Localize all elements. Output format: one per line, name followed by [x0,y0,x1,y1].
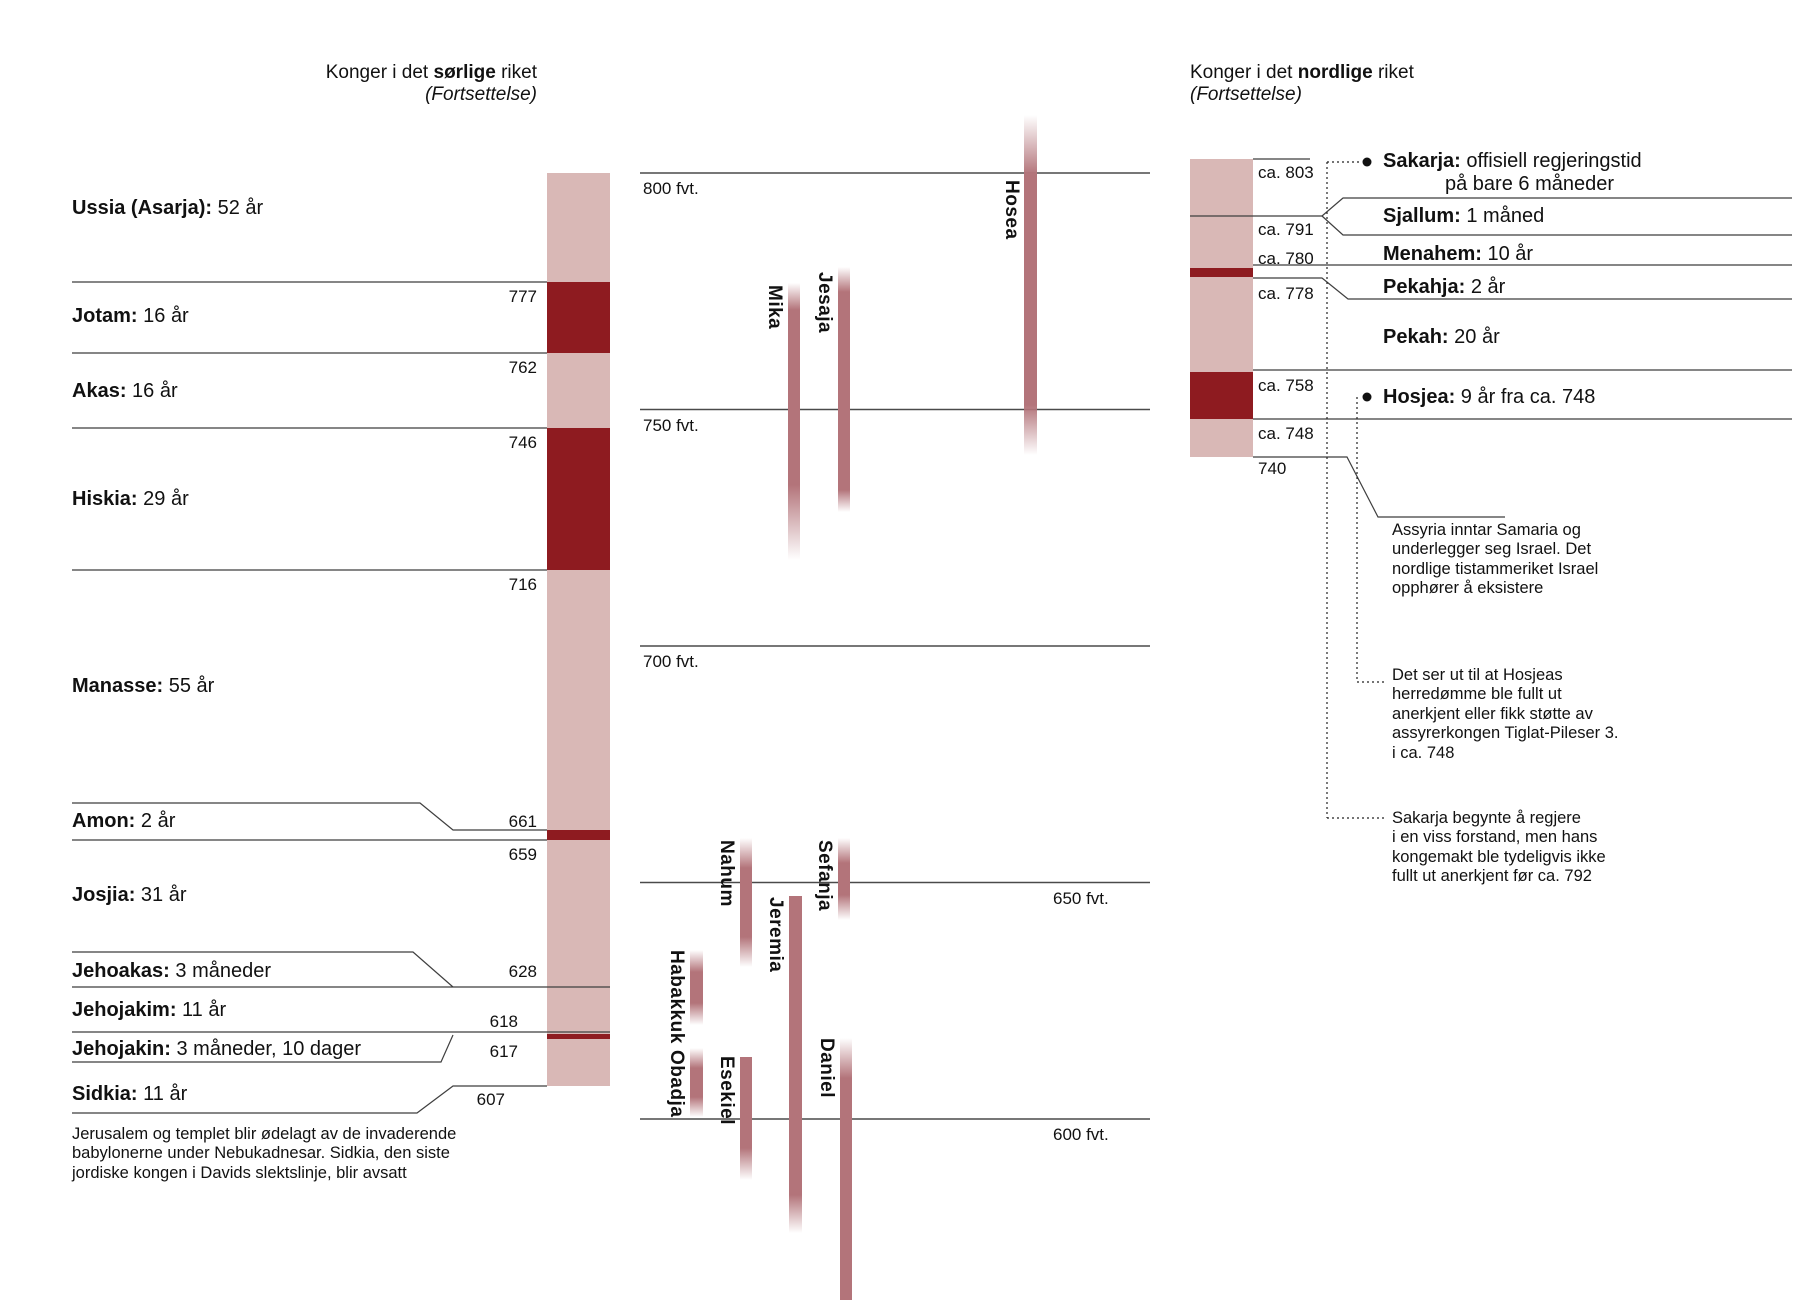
south-bar-segment [547,1039,610,1086]
north-year-label: ca. 803 [1258,163,1314,182]
prophet-bar-sefanja [838,838,850,920]
south-bar-segment [547,830,610,839]
south-king-label [72,380,178,403]
north-year-label: ca. 791 [1258,220,1314,239]
north-king-label [1383,150,1642,173]
king-name: Jehoakas: [72,960,170,982]
prophet-label-obadja: Obadja [666,1050,687,1118]
south-year-label: 618 [489,1012,518,1031]
king-reign-length: 1 måned [1460,205,1545,227]
prophet-label-jeremia: Jeremia [765,897,786,973]
axis-label-700: 700 fvt. [643,652,699,671]
north-king-label-line2: på bare 6 måneder [1445,173,1615,195]
south-king-label [72,305,189,328]
prophet-bar-hosea [1024,115,1037,455]
king-name: Jehojakin: [72,1038,171,1060]
north-title-line2: (Fortsettelse) [1190,84,1302,105]
south-king-label [72,960,271,983]
north-bar-segment [1190,216,1253,268]
king-reign-length: 55 år [163,675,215,697]
south-year-label: 659 [508,845,537,864]
king-reign-length: 52 år [212,197,264,219]
axis-label-800: 800 fvt. [643,179,699,198]
south-year-label: 628 [508,962,537,981]
prophet-bar-jesaja [838,267,850,512]
king-reign-length: 3 måneder [169,960,272,982]
south-bar-segment [547,570,610,830]
hosjea-note [1392,666,1619,763]
king-name: Sakarja: [1383,150,1461,172]
south-king-label [72,884,187,907]
king-name: Josjia: [72,884,136,906]
north-tick-line [1253,457,1505,517]
bullet-marker [1363,158,1372,167]
note-line: i ca. 748 [1392,743,1455,762]
king-reign-length: 11 år [137,1083,188,1105]
south-year-label: 661 [508,812,537,831]
north-king-label [1383,205,1544,228]
note-line: Jerusalem og templet blir ødelagt av de invaderende [72,1125,457,1143]
south-king-label [72,675,214,698]
king-reign-length: 16 år [126,380,178,402]
south-king-label [72,810,175,833]
north-bar-segment [1190,159,1253,216]
note-line: jordiske kongen i Davids slektslinje, blir avsatt [72,1163,407,1182]
king-name: Pekah: [1383,326,1449,348]
note-line: anerkjent eller fikk støtte av [1392,704,1593,723]
prophet-label-sefanja: Sefanja [814,840,835,912]
king-reign-length: 10 år [1481,243,1534,265]
axis-label-750: 750 fvt. [643,415,699,435]
note-line: i en viss forstand, men hans [1392,828,1598,847]
note-line: assyrerkongen Tiglat-Pileser 3. [1392,724,1619,743]
king-name: Pekahja: [1383,276,1466,298]
king-reign-length: 29 år [137,488,189,510]
note-line: Assyria inntar Samaria og [1392,521,1581,539]
king-name: Sjallum: [1383,205,1461,227]
king-name: Jehojakim: [72,999,177,1021]
prophet-label-mika: Mika [764,285,785,330]
assyria-note [1392,521,1598,599]
axis-label-650: 650 fvt. [1053,888,1109,908]
prophet-label-jesaja: Jesaja [814,272,835,334]
note-line: Det ser ut til at Hosjeas [1392,666,1563,684]
prophet-label-nahum: Nahum [716,840,737,907]
prophet-bar-nahum [740,838,752,967]
south-king-label [72,488,189,511]
south-bar-segment [547,840,610,1034]
king-name: Menahem: [1383,243,1482,265]
note-line: Sakarja begynte å regjere [1392,809,1581,827]
north-year-label: ca. 748 [1258,424,1314,443]
south-year-label: 716 [508,575,537,594]
note-line: babylonerne under Nebukadnesar. Sidkia, den siste [72,1144,450,1163]
prophet-bar-jeremia [789,896,802,1233]
king-reign-length: offisiell regjeringstid [1460,150,1642,172]
note-line: kongemakt ble tydeligvis ikke [1392,847,1606,866]
north-tick-line [1253,278,1792,299]
north-year-label: ca. 780 [1258,249,1314,268]
prophet-bar-habakkuk [690,950,703,1025]
south-year-label: 746 [508,433,537,452]
south-year-label: 777 [508,287,537,306]
north-king-label [1383,276,1505,299]
south-bar-segment [547,282,610,353]
north-bar-segment [1190,419,1253,457]
king-reign-length: 31 år [135,884,187,906]
south-year-label: 607 [476,1090,505,1109]
south-king-label [72,197,263,220]
north-bar-segment [1190,268,1253,277]
south-king-label [72,1038,361,1061]
south-kingdom-title [0,62,537,106]
prophet-label-esekiel: Esekiel [716,1056,737,1125]
king-reign-length: 9 år fra ca. 748 [1455,386,1596,408]
king-name: Akas: [72,380,127,402]
note-line: nordlige tistammeriket Israel [1392,559,1599,578]
north-king-label [1383,386,1595,409]
king-name: Sidkia: [72,1083,138,1105]
king-reign-length: 20 år [1448,326,1500,348]
king-reign-length: 3 måneder, 10 dager [170,1038,362,1060]
king-reign-length: 2 år [135,810,176,832]
prophet-bar-mika [788,283,800,560]
south-year-label: 617 [489,1042,518,1061]
north-king-label [1383,326,1500,349]
north-title-line1: Konger i det nordlige riket [1190,62,1414,83]
prophet-bar-daniel [840,1038,852,1300]
north-king-label [1383,243,1533,266]
note-line: opphører å eksistere [1392,579,1544,598]
south-bar-segment [547,353,610,429]
prophet-label-daniel: Daniel [816,1038,837,1099]
south-bar-segment [547,428,610,570]
prophet-bar-esekiel [740,1057,752,1180]
note-line: fullt ut anerkjent før ca. 792 [1392,867,1592,886]
prophet-label-hosea: Hosea [1001,180,1022,240]
south-year-label: 762 [508,358,537,377]
king-name: Amon: [72,810,136,832]
jerusalem-note [72,1125,456,1183]
north-year-label: ca. 758 [1258,376,1314,395]
north-year-label: ca. 778 [1258,284,1314,303]
prophet-bar-obadja [690,1048,703,1117]
north-year-label: 740 [1258,459,1287,478]
axis-label-600: 600 fvt. [1053,1125,1109,1144]
king-reign-length: 11 år [176,999,227,1021]
north-bar-segment [1190,277,1253,372]
prophet-label-habakkuk: Habakkuk [666,950,687,1044]
king-name: Jotam: [72,305,138,327]
north-bar-segment [1190,372,1253,419]
king-name: Hosjea: [1383,386,1456,408]
south-king-label [72,1083,187,1106]
south-title-line2: (Fortsettelse) [425,84,537,105]
note-line: underlegger seg Israel. Det [1392,540,1592,559]
king-name: Hiskia: [72,488,138,510]
king-reign-length: 16 år [137,305,189,327]
south-king-label [72,999,226,1022]
note-line: herredømme ble fullt ut [1392,685,1562,704]
king-name: Manasse: [72,675,164,697]
king-name: Ussia (Asarja): [72,197,213,219]
sakarja-note [1392,809,1606,887]
south-bar-segment [547,173,610,282]
south-title-line1: Konger i det sørlige riket [325,62,537,83]
north-kingdom-title [1190,62,1414,106]
bullet-marker [1363,393,1372,402]
king-reign-length: 2 år [1465,276,1506,298]
